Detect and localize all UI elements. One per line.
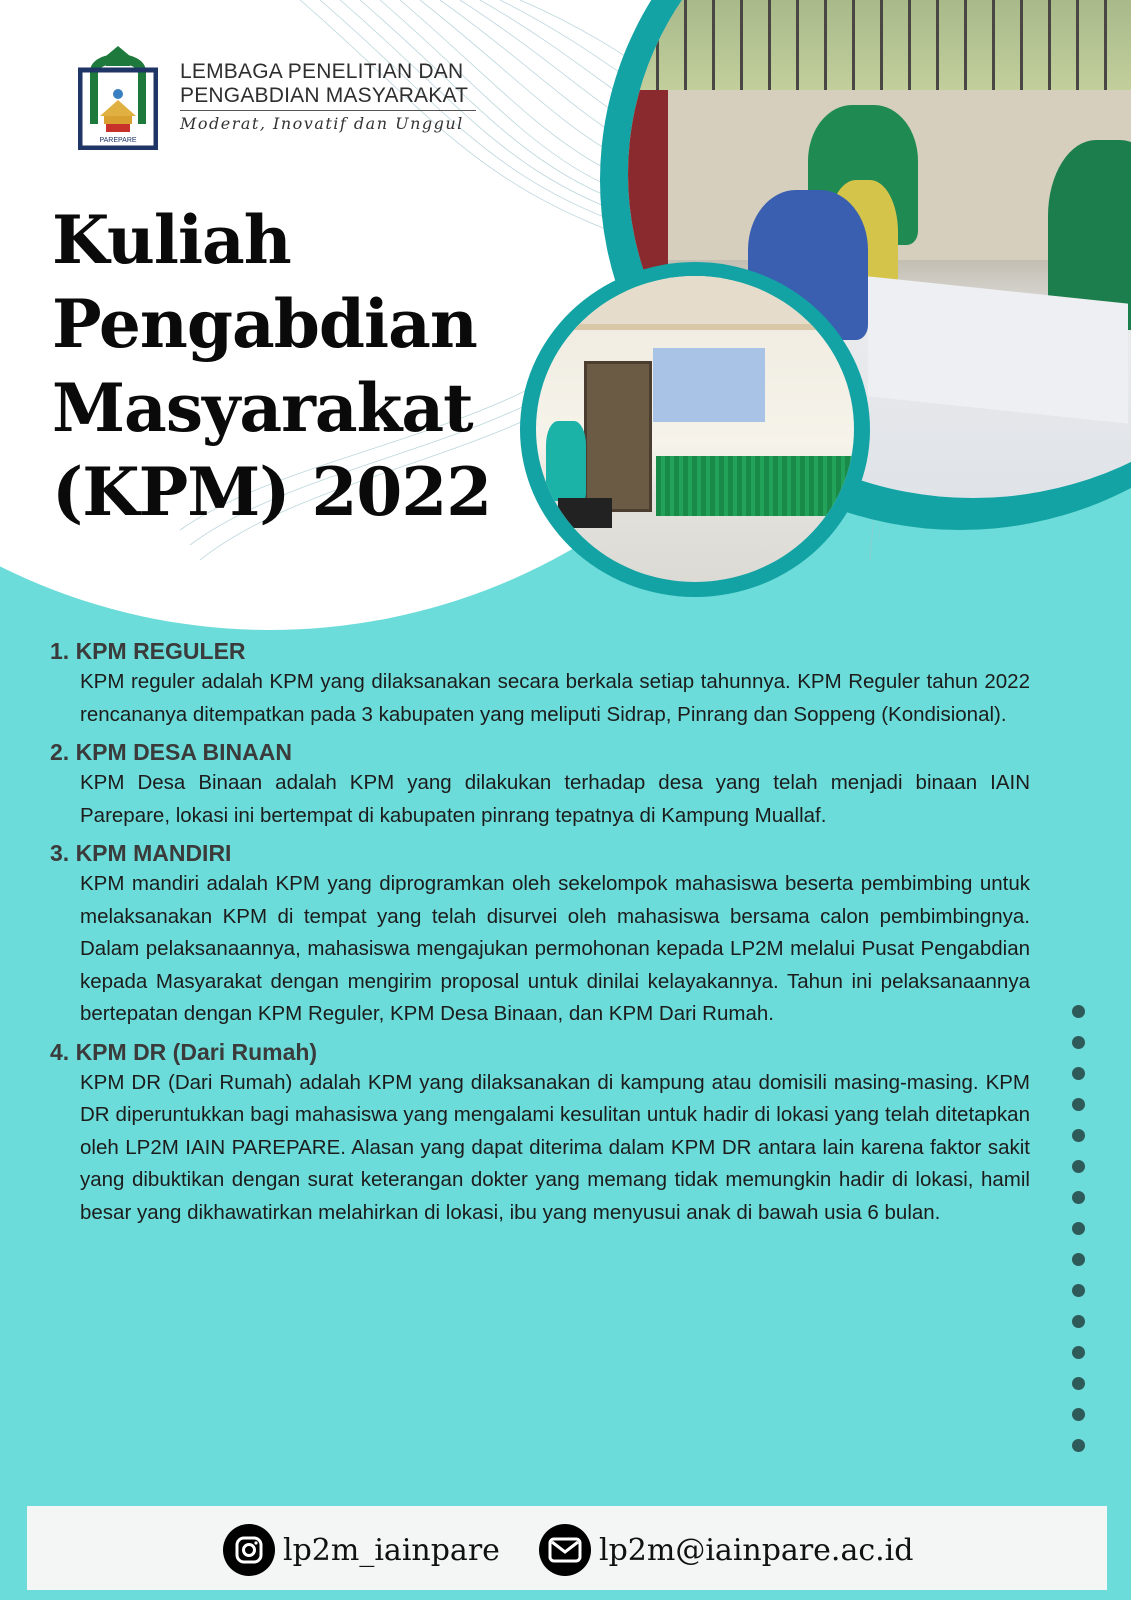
dot <box>1072 1005 1085 1018</box>
photo-curtain <box>628 90 668 290</box>
email-contact[interactable] <box>539 1524 913 1576</box>
org-divider <box>180 110 476 111</box>
dot <box>1072 1408 1085 1421</box>
section-body: KPM DR (Dari Rumah) adalah KPM yang dilaksanakan di kampung atau domisili masing-masing. KPM DR diperuntukkan bagi mahasiswa yang mengalami kesulitan untuk hadir di lokasi yang telah ditetapkan oleh LP2M IAIN PAREPARE. Alasan yang dapat diterima dalam KPM DR antara lain karena faktor sakit yang dibuktikan dengan surat keterangan dokter yang memang tidak memungkin hadir di lokasi, hamil besar yang dikhawatirkan melahirkan di lokasi, ibu yang menyusui anak di bawah usia 6 bulan. <box>80 1070 1030 1224</box>
instagram-contact[interactable] <box>223 1524 500 1576</box>
photo-green-table <box>656 456 854 516</box>
dot <box>1072 1129 1085 1142</box>
section-body: KPM mandiri adalah KPM yang diprogramkan oleh sekelompok mahasiswa beserta pembimbing untuk melaksanakan KPM di tempat yang telah disurvei oleh mahasiswa bersama calon pembimbingnya. Dalam pelaksanaannya, mahasiswa mengajukan permohonan kepada LP2M melalui Pusat Pengabdian kepada Masyarakat dengan mengirim proposal untuk dinilai kelayakannya. Tahun ini pelaksanaannya bertepatan dengan KPM Reguler, KPM Desa Binaan, dan KPM Dari Rumah. <box>80 872 1030 1025</box>
section-kpm-dr <box>50 1037 1030 1230</box>
photo-fence <box>628 0 1131 90</box>
org-name-line2: PENGABDIAN MASYARAKAT <box>180 84 469 107</box>
dot <box>1072 1439 1085 1452</box>
instagram-icon <box>223 1524 275 1576</box>
org-tagline: Moderat, Inovatif dan Unggul <box>180 114 464 133</box>
photo-door <box>584 361 652 512</box>
section-body: KPM Desa Binaan adalah KPM yang dilakukan terhadap desa yang telah menjadi binaan IAIN Parepare, lokasi ini bertempat di kabupaten pinrang tepatnya di Kampung Muallaf. <box>80 771 1030 827</box>
dot <box>1072 1098 1085 1111</box>
mail-icon <box>539 1524 591 1576</box>
org-name-line1: LEMBAGA PENELITIAN DAN <box>180 60 464 83</box>
dot <box>1072 1346 1085 1359</box>
section-heading: 2. KPM DESA BINAAN <box>50 739 292 765</box>
section-heading: 3. KPM MANDIRI <box>50 840 232 866</box>
title-line: (KPM) 2022 <box>52 453 492 531</box>
photo-person <box>546 421 586 501</box>
photo-banner <box>653 348 765 422</box>
dot <box>1072 1284 1085 1297</box>
logo-caption: PAREPARE <box>99 137 137 144</box>
section-heading: 4. KPM DR (Dari Rumah) <box>50 1038 318 1065</box>
dot <box>1072 1160 1085 1173</box>
section-kpm-desa-binaan <box>50 737 1030 832</box>
title-line: Kuliah <box>52 201 291 279</box>
organization-header <box>180 60 476 133</box>
dot <box>1072 1191 1085 1204</box>
section-body: KPM reguler adalah KPM yang dilaksanakan secara berkala setiap tahunnya. KPM Reguler tahun 2022 rencananya ditempatkan pada 3 kabupaten yang meliputi Sidrap, Pinrang dan Soppeng (Kondisional). <box>80 670 1030 726</box>
page-title <box>52 198 491 534</box>
title-line: Pengabdian <box>52 285 477 363</box>
instagram-handle[interactable]: lp2m_iainpare <box>283 1532 500 1568</box>
photo-person-legs <box>558 498 612 528</box>
small-photo-seminar <box>536 276 854 582</box>
email-address[interactable]: lp2m@iainpare.ac.id <box>599 1532 914 1568</box>
kpm-types-list <box>50 636 1030 1235</box>
section-heading: 1. KPM REGULER <box>50 638 246 664</box>
section-kpm-mandiri <box>50 838 1030 1031</box>
dot <box>1072 1315 1085 1328</box>
dot <box>1072 1222 1085 1235</box>
section-kpm-reguler <box>50 636 1030 731</box>
dot <box>1072 1067 1085 1080</box>
iain-parepare-logo <box>78 44 158 150</box>
dot <box>1072 1253 1085 1266</box>
photo-ceiling <box>536 276 854 330</box>
dot <box>1072 1377 1085 1390</box>
title-line: Masyarakat <box>52 369 473 447</box>
contact-footer <box>27 1506 1107 1590</box>
decorative-dot-column <box>1072 1005 1086 1470</box>
dot <box>1072 1036 1085 1049</box>
